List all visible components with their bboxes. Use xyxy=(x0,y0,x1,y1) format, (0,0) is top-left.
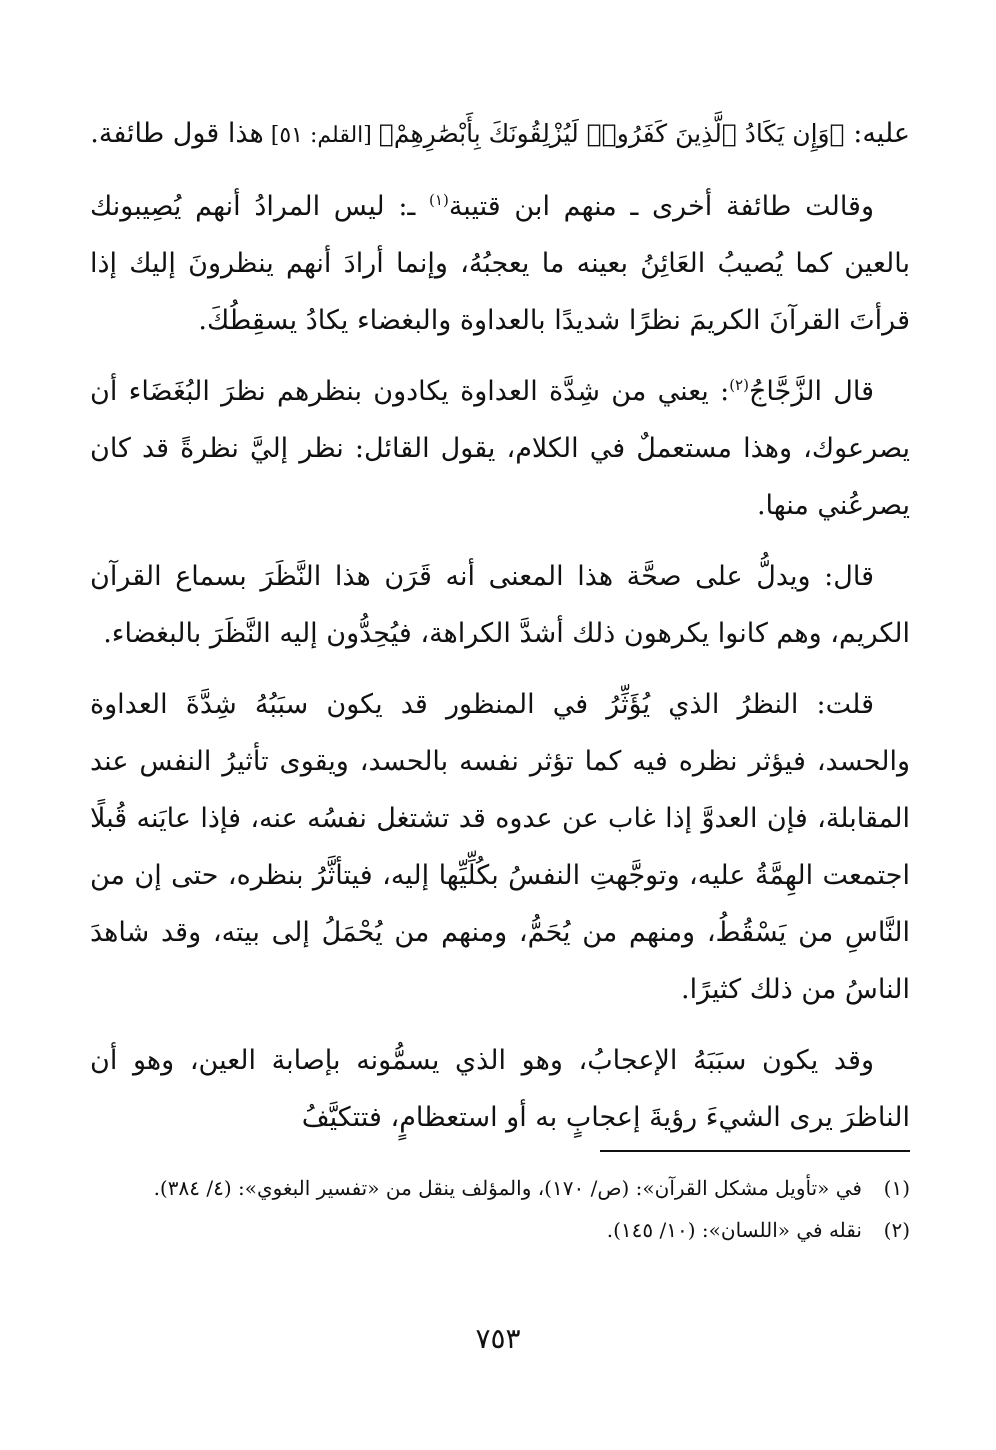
paragraph-1-before: عليه: xyxy=(844,118,910,149)
footnote-number: (١) xyxy=(883,1176,910,1200)
footnotes xyxy=(90,1172,910,1256)
paragraph-3-after: : يعني من شِدَّة العداوة يكادون بنظرهم نظرَ البُغَضَاء أن يصرعوك، وهذا مستعملٌ في الكلام، يقول القائل: نظر إليَّ نظرةً قد كان يصرعُني منها. xyxy=(90,376,910,521)
paragraph-2-after: ـ: ليس المرادُ أنهم يُصِيبونك بالعين كما يُصيبُ العَائِنُ بعينه ما يعجبُهُ، وإنما أرادَ أنهم ينظرونَ إليك إذا قرأتَ القرآنَ الكريمَ نظرًا شديدًا بالعداوة والبغضاء يكادُ يسقِطُكَ. xyxy=(90,191,910,336)
paragraph-1-after: هذا قول طائفة. xyxy=(90,118,264,149)
footnote-text: في «تأويل مشكل القرآن»: (ص/ ١٧٠)، والمؤلف ينقل من «تفسير البغوي»: (٤/ ٣٨٤). xyxy=(153,1176,862,1200)
paragraph-3-before: قال الزَّجَّاجُ xyxy=(748,376,874,407)
paragraph-1 xyxy=(90,105,910,164)
paragraph-6: وقد يكون سبَبَهُ الإعجابُ، وهو الذي يسمُّونه بإصابة العين، وهو أن الناظرَ يرى الشيءَ رؤيةَ إعجابٍ به أو استعظامٍ، فتتكيَّفُ xyxy=(90,1045,910,1133)
page-number: ٧٥٣ xyxy=(475,1322,521,1355)
footnote-text: نقله في «اللسان»: (١٠/ ١٤٥). xyxy=(606,1218,862,1242)
footnote-2 xyxy=(90,1214,910,1246)
paragraph-4: قال: ويدلُّ على صحَّة هذا المعنى أنه قَرَن هذا النَّظَرَ بسماع القرآن الكريم، وهم كانوا يكرهون ذلك أشدَّ الكراهة، فيُحِدُّون إليه النَّظَرَ بالبغضاء. xyxy=(90,561,910,649)
footnote-number: (٢) xyxy=(883,1218,910,1242)
paragraph-5: قلت: النظرُ الذي يُؤَثِّرُ في المنظور قد يكون سبَبُهُ شِدَّةَ العداوة والحسد، فيؤثر نظره فيه كما تؤثر نفسه بالحسد، ويقوى تأثيرُ النفس عند المقابلة، فإن العدوَّ إذا غاب عن عدوه قد تشتغل نفسُه عنه، فإذا عايَنه قُبلًا اجتمعت الهِمَّةُ عليه، وتوجَّهتِ النفسُ بكُلِّيِّها إليه، فيتأثَّرُ بنظره، حتى إن من النَّاسِ من يَسْقُطُ، ومنهم من يُحَمُّ، ومنهم من يُحْمَلُ إلى بيته، وقد شاهدَ الناسُ من ذلك كثيرًا. xyxy=(90,689,910,1005)
main-text xyxy=(90,105,910,1160)
paragraph-2-before: وقالت طائفة أخرى ـ منهم ابن قتيبة xyxy=(448,191,874,222)
paragraph-3 xyxy=(90,363,910,534)
footnote-mark-2[interactable]: (٢) xyxy=(729,376,749,394)
footnote-divider xyxy=(600,1150,910,1152)
footnote-1 xyxy=(90,1172,910,1204)
paragraph-2 xyxy=(90,178,910,349)
verse-reference: [القلم: ٥١] xyxy=(263,123,379,148)
quran-verse: ﴿وَإِن يَكَادُ ٱلَّذِينَ كَفَرُوا۟ لَيُزْلِقُونَكَ بِأَبْصَٰرِهِمْ﴾ xyxy=(378,119,845,148)
footnote-mark-1[interactable]: (١) xyxy=(429,191,449,209)
